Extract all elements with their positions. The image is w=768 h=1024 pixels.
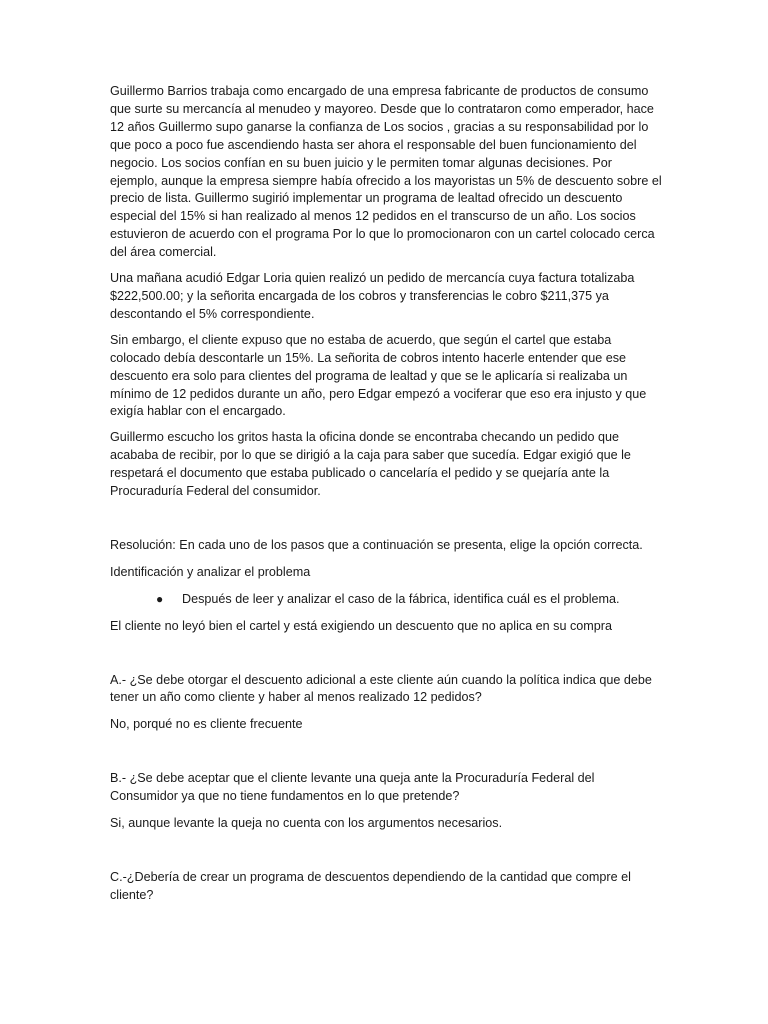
bullet-item	[156, 591, 662, 609]
question-a: A.- ¿Se debe otorgar el descuento adicional a este cliente aún cuando la política indica que debe tener un año como cliente y haber al menos realizado 12 pedidos?	[110, 672, 652, 705]
intro-paragraph-4: Guillermo escucho los gritos hasta la oficina donde se encontraba checando un pedido que acababa de recibir, por lo que se dirigió a la caja para saber que sucedía. Edgar exigió que le respetará el documento que estaba publicado o cancelaría el pedido y se quejaría ante la Procuraduría Federal del consumidor.	[110, 430, 631, 499]
document-body	[110, 83, 662, 905]
bullet-item-text: Después de leer y analizar el caso de la fábrica, identifica cuál es el problema.	[182, 591, 620, 606]
intro-paragraph-1: Guillermo Barrios trabaja como encargado de una empresa fabricante de productos de consumo que surte su mercancía al menudeo y mayoreo. Desde que lo contrataron como emperador, hace 12 años Guillermo supo ganarse la confianza de Los socios , gracias a su responsabilidad por lo que poco a poco fue ascendiendo hasta ser ahora el responsable del buen funcionamiento del negocio. Los socios confían en su buen juicio y le permiten tomar algunas decisiones. Por ejemplo, aunque la empresa siempre había ofrecido a los mayoristas un 5% de descuento sobre el precio de lista. Guillermo sugirió implementar un programa de lealtad ofrecido un descuento especial del 15% si han realizado al menos 12 pedidos en el transcurso de un año. Los socios estuvieron de acuerdo con el programa Por lo que lo promocionaron con un cartel colocado cerca del área comercial.	[110, 84, 662, 260]
bullet-dot-icon: ●	[156, 591, 164, 606]
question-b: B.- ¿Se debe aceptar que el cliente levante una queja ante la Procuraduría Federal del Consumidor ya que no tiene fundamentos en lo que pretende?	[110, 771, 595, 804]
intro-paragraph-2: Una mañana acudió Edgar Loria quien realizó un pedido de mercancía cuya factura totalizaba $222,500.00; y la señorita encargada de los cobros y transferencias le cobro $211,375 ya descontando el 5% correspondiente.	[110, 271, 635, 321]
answer-a: No, porqué no es cliente frecuente	[110, 717, 303, 732]
bullet-answer: El cliente no leyó bien el cartel y está exigiendo un descuento que no aplica en su compra	[110, 618, 612, 633]
identification-heading: Identificación y analizar el problema	[110, 564, 311, 579]
answer-b: Si, aunque levante la queja no cuenta con los argumentos necesarios.	[110, 816, 503, 831]
resolution-heading: Resolución: En cada uno de los pasos que a continuación se presenta, elige la opción correcta.	[110, 537, 643, 552]
intro-paragraph-3: Sin embargo, el cliente expuso que no estaba de acuerdo, que según el cartel que estaba colocado debía descontarle un 15%. La señorita de cobros intento hacerle entender que ese descuento era solo para clientes del programa de lealtad y que se le aplicaría si realizaba un mínimo de 12 pedidos durante un año, pero Edgar empezó a vociferar que eso era injusto y que exigía hablar con el encargado.	[110, 332, 647, 419]
question-c: C.-¿Debería de crear un programa de descuentos dependiendo de la cantidad que compre el cliente?	[110, 870, 631, 902]
